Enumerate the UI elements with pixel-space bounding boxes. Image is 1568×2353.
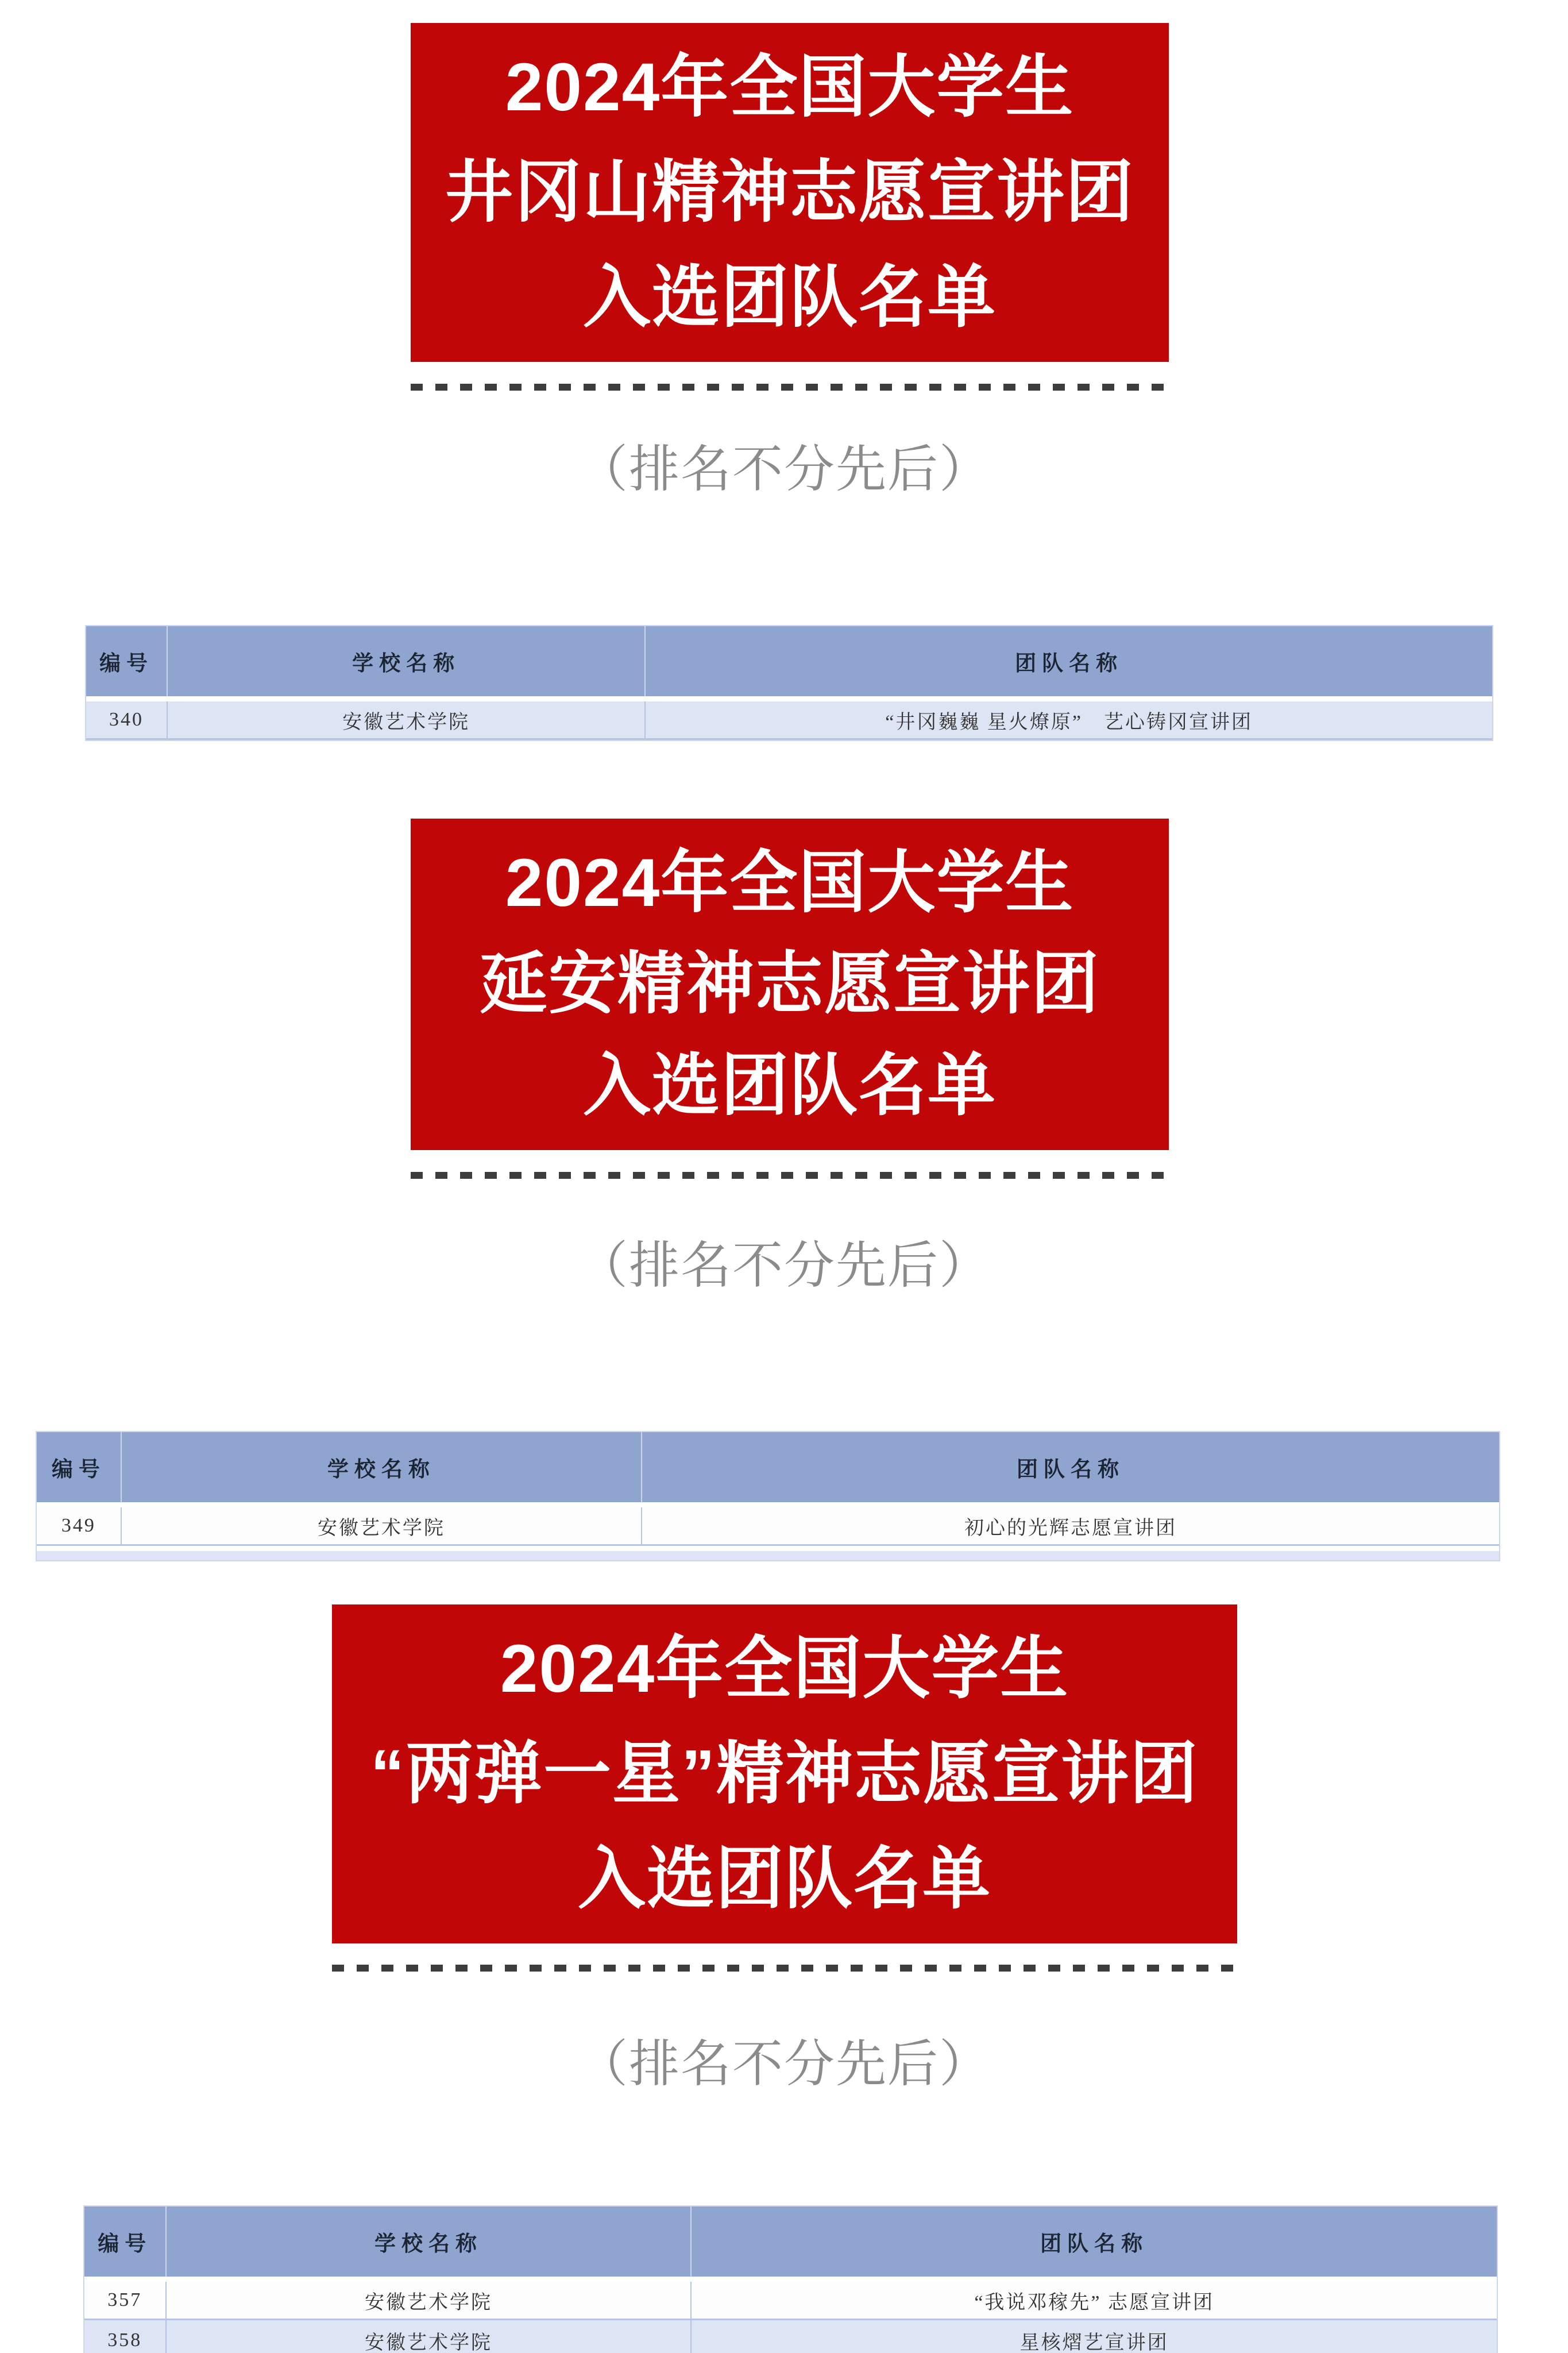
cell-team: “井冈巍巍 星火燎原” 艺心铸冈宣讲团 bbox=[885, 711, 1253, 733]
table-header-row bbox=[86, 626, 1492, 696]
dashed-divider bbox=[332, 1965, 1237, 1972]
team-table-liangdanyixing bbox=[83, 2205, 1498, 2353]
dashed-divider bbox=[411, 1172, 1169, 1179]
dashed-divider bbox=[411, 384, 1169, 391]
table-row bbox=[37, 1507, 1499, 1546]
cell-team: 初心的光辉志愿宣讲团 bbox=[964, 1517, 1177, 1539]
column-header-team: 团队名称 bbox=[1040, 2232, 1149, 2256]
column-header-school: 学校名称 bbox=[122, 1432, 642, 1502]
header-gap bbox=[84, 2277, 1497, 2282]
banner-yanan bbox=[411, 819, 1169, 1150]
banner-line-2: 延安精神志愿宣讲团 bbox=[479, 946, 1100, 1023]
column-header-team: 团队名称 bbox=[1017, 1458, 1125, 1482]
cell-team: 星核熠艺宣讲团 bbox=[1019, 2332, 1169, 2353]
cell-number: 340 bbox=[86, 701, 168, 738]
banner-line-3: 入选团队名单 bbox=[577, 1841, 991, 1917]
column-header-number: 编号 bbox=[37, 1432, 122, 1502]
cell-school: 安徽艺术学院 bbox=[122, 1507, 642, 1544]
banner-line-1: 2024年全国大学生 bbox=[505, 845, 1075, 921]
banner-jinggangshan bbox=[411, 23, 1169, 362]
column-header-school: 学校名称 bbox=[167, 2207, 692, 2277]
banner-liangdanyixing bbox=[332, 1604, 1237, 1943]
banner-line-2: “两弹一星”精神志愿宣讲团 bbox=[370, 1735, 1199, 1812]
header-gap bbox=[37, 1502, 1499, 1507]
table-header-row bbox=[84, 2207, 1497, 2277]
next-row-sliver bbox=[37, 1551, 1499, 1560]
banner-line-3: 入选团队名单 bbox=[582, 1047, 997, 1124]
ranking-note: （排名不分先后） bbox=[577, 2035, 991, 2092]
table-header-row bbox=[37, 1432, 1499, 1502]
banner-line-2: 井冈山精神志愿宣讲团 bbox=[445, 154, 1134, 230]
team-table-yanan bbox=[36, 1431, 1500, 1561]
cell-number: 349 bbox=[37, 1507, 122, 1544]
table-row bbox=[84, 2282, 1497, 2320]
row-gap bbox=[37, 1546, 1499, 1551]
banner-line-3: 入选团队名单 bbox=[582, 259, 997, 335]
table-row bbox=[86, 701, 1492, 740]
header-gap bbox=[86, 696, 1492, 701]
cell-school: 安徽艺术学院 bbox=[167, 2320, 692, 2353]
column-header-number: 编号 bbox=[86, 626, 168, 696]
cell-school: 安徽艺术学院 bbox=[168, 701, 646, 738]
banner-line-1: 2024年全国大学生 bbox=[505, 49, 1075, 125]
column-header-number: 编号 bbox=[84, 2207, 167, 2277]
cell-school: 安徽艺术学院 bbox=[167, 2282, 692, 2319]
column-header-school: 学校名称 bbox=[168, 626, 646, 696]
cell-team: “我说邓稼先” 志愿宣讲团 bbox=[974, 2292, 1215, 2313]
team-table-jinggangshan bbox=[85, 625, 1493, 741]
column-header-team: 团队名称 bbox=[1015, 652, 1123, 676]
cell-number: 358 bbox=[84, 2320, 167, 2353]
ranking-note: （排名不分先后） bbox=[577, 441, 991, 497]
cell-number: 357 bbox=[84, 2282, 167, 2319]
banner-line-1: 2024年全国大学生 bbox=[500, 1631, 1069, 1707]
table-row bbox=[84, 2320, 1497, 2353]
ranking-note: （排名不分先后） bbox=[577, 1237, 991, 1294]
